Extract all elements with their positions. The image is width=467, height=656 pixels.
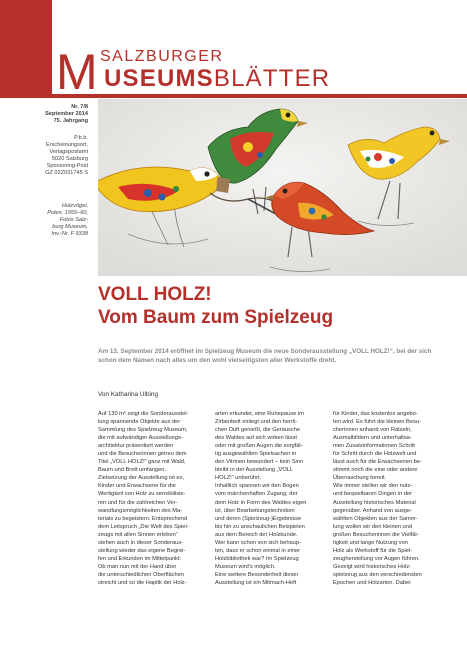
photo-caption: Holzvögel, Polen, 1955–60, Fotos Salz- burg Museum, Inv.-Nr. F 9338 — [47, 203, 88, 237]
body-column-1: Auf 130 m² zeigt die Sonderausstel- lung spannende Objekte aus der Sammlung des Spielzeug Museum, die mit aufwändiger Ausstellungs- architektur präsentiert werden und die Besucherinnen getreu dem Titel „VOLL HOLZ!“ ganz mit Wald, Baum und Brett umfangen. Zielsetzung der Ausstellung ist es, Kinder und Erwachsene für die Wertigkeit von Holz zu sensibilisie- ren und für die zahlreichen Ver- wandlungsmöglichkeiten des Ma- terials zu begeistern. Entsprechend dem Leitspruch „Die Welt des Spiel- zeugs mit allen Sinnen erleben“ stehen auch in dieser Sonderaus- stellung wieder das eigene Begrei- fen und Erkunden im Mittelpunkt: Ob man nun mit der Hand über die unterschiedlichen Oberflächen streicht und so die Haptik der Holz- — [98, 411, 189, 586]
wooden-birds-photo — [98, 99, 467, 276]
wooden-birds-illustration — [98, 99, 467, 276]
masthead-title — [104, 65, 330, 93]
article-headline — [98, 283, 458, 329]
postal-info: P.b.b. Erscheinungsort, Verlagspostamt 5020 Salzburg Sponsoring-Post GZ 02Z031745 S — [45, 135, 88, 176]
issue-info: Nr. 7/8 September 2014 75. Jahrgang — [45, 104, 88, 124]
headline-line-1: VOLL HOLZ! — [98, 284, 212, 305]
body-column-3: für Kinder, das kostenlos angebo- ten wird. Es führt die kleinen Besu- cherinnen anhand von Rätseln, Ausmalbildern und unterhaltsa- men Zusatzinformationen Schritt für Schritt durch die Holzwelt und lässt auch für die Erwachsenen be- stimmt noch die eine oder andere Überraschung bereit. Wie immer stellen wir den nutz- und bespielbaren Dingen in der Ausstellung historisches Material gegenüber. Anhand von ausge- wählten Objekten aus der Samm- lung wollen wir den kleinen und großen Besucherinnen die Vielfäl- tigkeit und lange Nutzung von Holz als Werkstoff für die Spiel- zeugherstellung vor Augen führen. Gezeigt wird historisches Holz- spielzeug aus den verschiedensten Epochen und Holzarten. Dabei — [333, 411, 422, 586]
article-lead: Am 13. September 2014 eröffnet im Spielzeug Museum die neue Sonderausstellung „VOLL HOLZ!“, bei der sich schon dem Namen nach alles um den wohl vielseitigsten aller Werkstoffe dreht. — [98, 348, 432, 364]
body-column-2: arten erkundet, eine Ruhepause im Zirbenbett einlegt und den herrli- chen Duft genießt, die Geräusche des Waldes auf sich wirken lässt oder mit großen Augen die sorgfäl- tig ausgewählten Spielsachen in den Vitrinen bewundert – kein Sinn bleibt in der Ausstellung „VOLL HOLZ!“ unberührt. Inhaltlich spannen wir den Bogen vom märchenhaften Zugang, der dem Holz in Form des Waldes eigen ist, über Bearbeitungstechniken und deren (Spielzeug-)Ergebnisse bis hin zu anschaulichen Beispielen aus dem Bereich der Holzkunde. Wer kann schon von sich behaup- ten, dass er schon einmal in einer Holzbibliothek war? Im Spielzeug Museum wird’s möglich. Eine weitere Besonderheit dieser Ausstellung ist ein Mitmach-Heft — [215, 411, 307, 586]
masthead-museums: USEUMS — [104, 65, 214, 92]
masthead-red-block — [0, 0, 52, 98]
masthead-letter-m: M — [56, 44, 98, 100]
masthead-red-rule — [52, 94, 467, 98]
masthead-salzburger: SALZBURGER — [100, 48, 224, 65]
masthead-blaetter: BLÄTTER — [213, 65, 331, 92]
headline-line-2: Vom Baum zum Spielzeug — [98, 307, 334, 328]
article-author: Von Katharina Ulbing — [98, 391, 159, 398]
